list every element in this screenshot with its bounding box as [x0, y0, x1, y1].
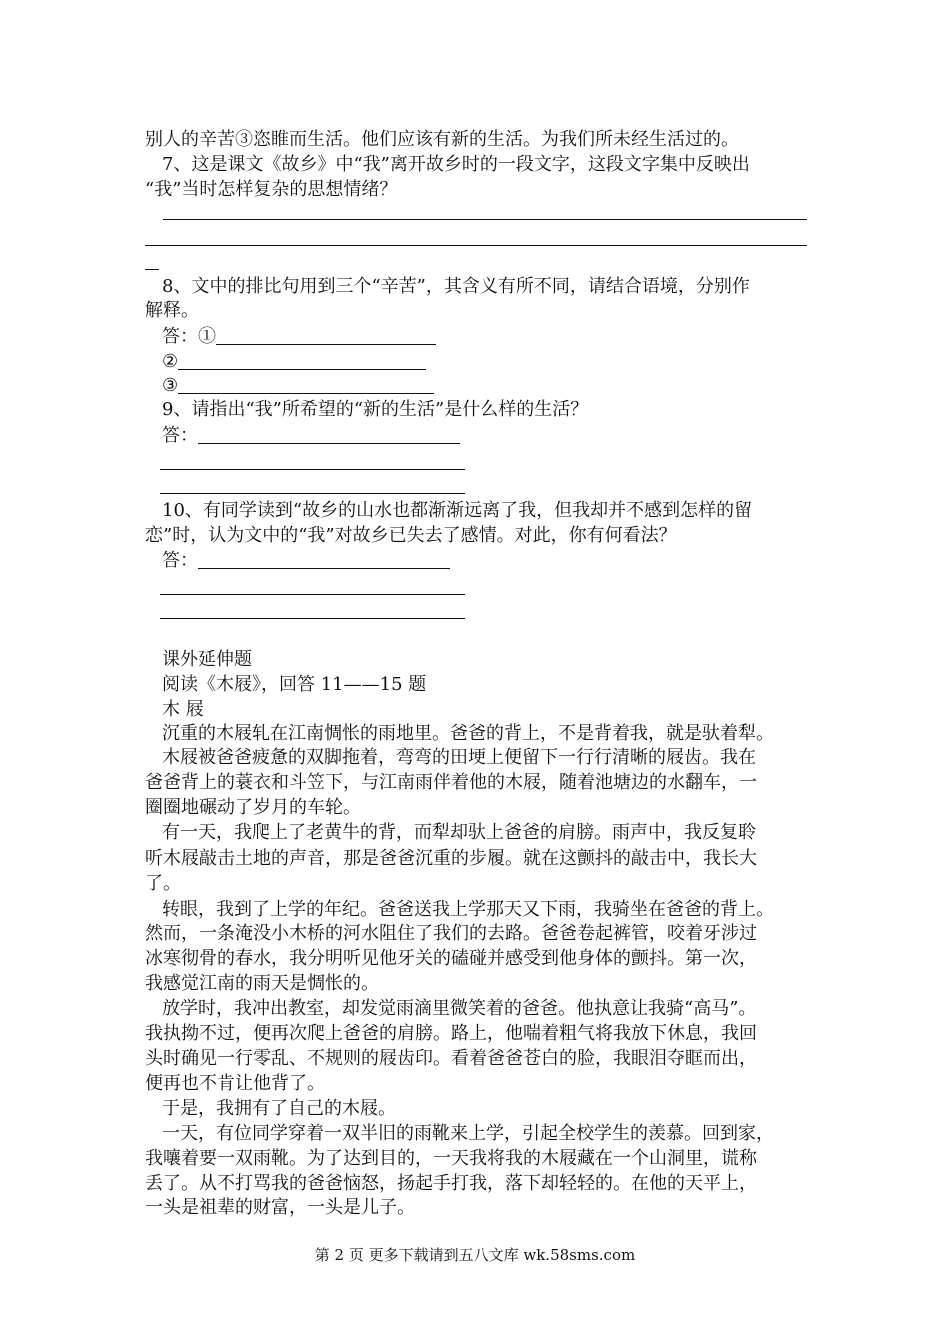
q9-answer-label: 答：: [162, 425, 198, 446]
passage-line: 便再也不肯让他背了。: [145, 1073, 325, 1094]
q8-answer-3: [162, 374, 832, 398]
passage-line: 我执拗不过，便再次爬上爸爸的肩膀。路上，他喘着粗气将我放下休息，我回: [145, 1023, 757, 1044]
q10-answer-line-3[interactable]: [160, 618, 465, 619]
question-7-line-1: 7、这是课文《故乡》中“我”离开故乡时的一段文字，这段文字集中反映出: [162, 154, 750, 175]
question-8-line-2: 解释。: [145, 300, 199, 321]
reading-instruction: 阅读《木屐》，回答 11——15 题: [162, 674, 427, 695]
passage-line: 爸爸背上的蓑衣和斗笠下，与江南雨伴着他的木屐，随着池塘边的水翻车，一: [145, 772, 757, 793]
question-10-line-1: 10、有同学读到“故乡的山水也都渐渐远离了我，但我却并不感到怎样的留: [162, 500, 753, 521]
q9-answer-line-3[interactable]: [160, 493, 465, 494]
passage-line: 有一天，我爬上了老黄牛的背，而犁却驮上爸爸的肩膀。雨声中，我反复聆: [162, 822, 756, 843]
answer-line-q7-1[interactable]: [163, 219, 807, 220]
section-heading: 课外延伸题: [162, 649, 252, 670]
question-9-line-1: 9、请指出“我”所希望的“新的生活”是什么样的生活？: [162, 399, 589, 420]
q8-answer-1-label: 答：①: [162, 326, 216, 347]
question-8-line-1: 8、文中的排比句用到三个“辛苦”，其含义有所不同，请结合语境，分别作: [162, 276, 750, 297]
q9-answer: [162, 424, 832, 448]
q9-answer-blank-1[interactable]: [198, 425, 460, 444]
answer-line-q7-3[interactable]: [145, 269, 159, 270]
q8-answer-3-label: ③: [162, 375, 179, 396]
answer-line-q7-2[interactable]: [145, 245, 807, 246]
passage-line: 丢了。从不打骂我的爸爸恼怒，扬起手打我，落下却轻轻的。在他的天平上，: [145, 1173, 757, 1194]
passage-line: 了。: [145, 873, 181, 894]
q10-answer-label: 答：: [162, 550, 198, 571]
q10-answer-blank-1[interactable]: [198, 550, 450, 569]
passage-line: 放学时，我冲出教室，却发觉雨滴里微笑着的爸爸。他执意让我骑“高马”。: [162, 998, 757, 1019]
passage-line: 听木屐敲击土地的声音，那是爸爸沉重的步履。就在这颤抖的敲击中，我长大: [145, 848, 757, 869]
q10-answer: [162, 549, 832, 573]
passage-line: 沉重的木屐轧在江南惆怅的雨地里。爸爸的背上，不是背着我，就是驮着犁。: [162, 723, 774, 744]
passage-line: 一天，有位同学穿着一双半旧的雨靴来上学，引起全校学生的羡慕。回到家，: [162, 1123, 774, 1144]
passage-line: 一头是祖辈的财富，一头是儿子。: [145, 1197, 415, 1218]
q8-answer-1-blank[interactable]: [216, 326, 436, 345]
passage-line: 我感觉江南的雨天是惆怅的。: [145, 973, 379, 994]
q8-answer-2: [162, 350, 832, 374]
question-10-line-2: 恋”时，认为文中的“我”对故乡已失去了感情。对此，你有何看法？: [145, 525, 677, 546]
passage-line: 转眼，我到了上学的年纪。爸爸送我上学那天又下雨，我骑坐在爸爸的背上。: [162, 899, 774, 920]
passage-line: 我嚷着要一双雨靴。为了达到目的，一天我将我的木屐藏在一个山洞里，谎称: [145, 1148, 757, 1169]
q10-answer-line-2[interactable]: [160, 594, 465, 595]
passage-title: 木 屐: [162, 699, 204, 720]
question-7-line-2: “我”当时怎样复杂的思想情绪？: [145, 179, 398, 200]
q9-answer-line-2[interactable]: [160, 469, 465, 470]
page-footer: 第 2 页 更多下载请到五八文库 wk.58sms.com: [314, 1246, 636, 1264]
q8-answer-1: [162, 325, 832, 349]
passage-line: 冰寒彻骨的春水，我分明听见他牙关的磕碰并感受到他身体的颤抖。第一次，: [145, 948, 757, 969]
paragraph-continuation: 别人的辛苦③恣睢而生活。他们应该有新的生活。为我们所未经生活过的。: [145, 129, 739, 150]
passage-line: 然而，一条淹没小木桥的河水阻住了我们的去路。爸爸卷起裤管，咬着牙涉过: [145, 923, 757, 944]
q8-answer-3-blank[interactable]: [178, 375, 434, 394]
passage-line: 头时确见一行零乱、不规则的屐齿印。看着爸爸苍白的脸，我眼泪夺眶而出，: [145, 1048, 757, 1069]
q8-answer-2-blank[interactable]: [178, 351, 426, 370]
passage-line: 于是，我拥有了自己的木屐。: [162, 1098, 396, 1119]
q8-answer-2-label: ②: [162, 351, 179, 372]
passage-line: 圈圈地碾动了岁月的车轮。: [145, 797, 361, 818]
passage-line: 木屐被爸爸疲惫的双脚拖着，弯弯的田埂上便留下一行行清晰的屐齿。我在: [162, 747, 756, 768]
